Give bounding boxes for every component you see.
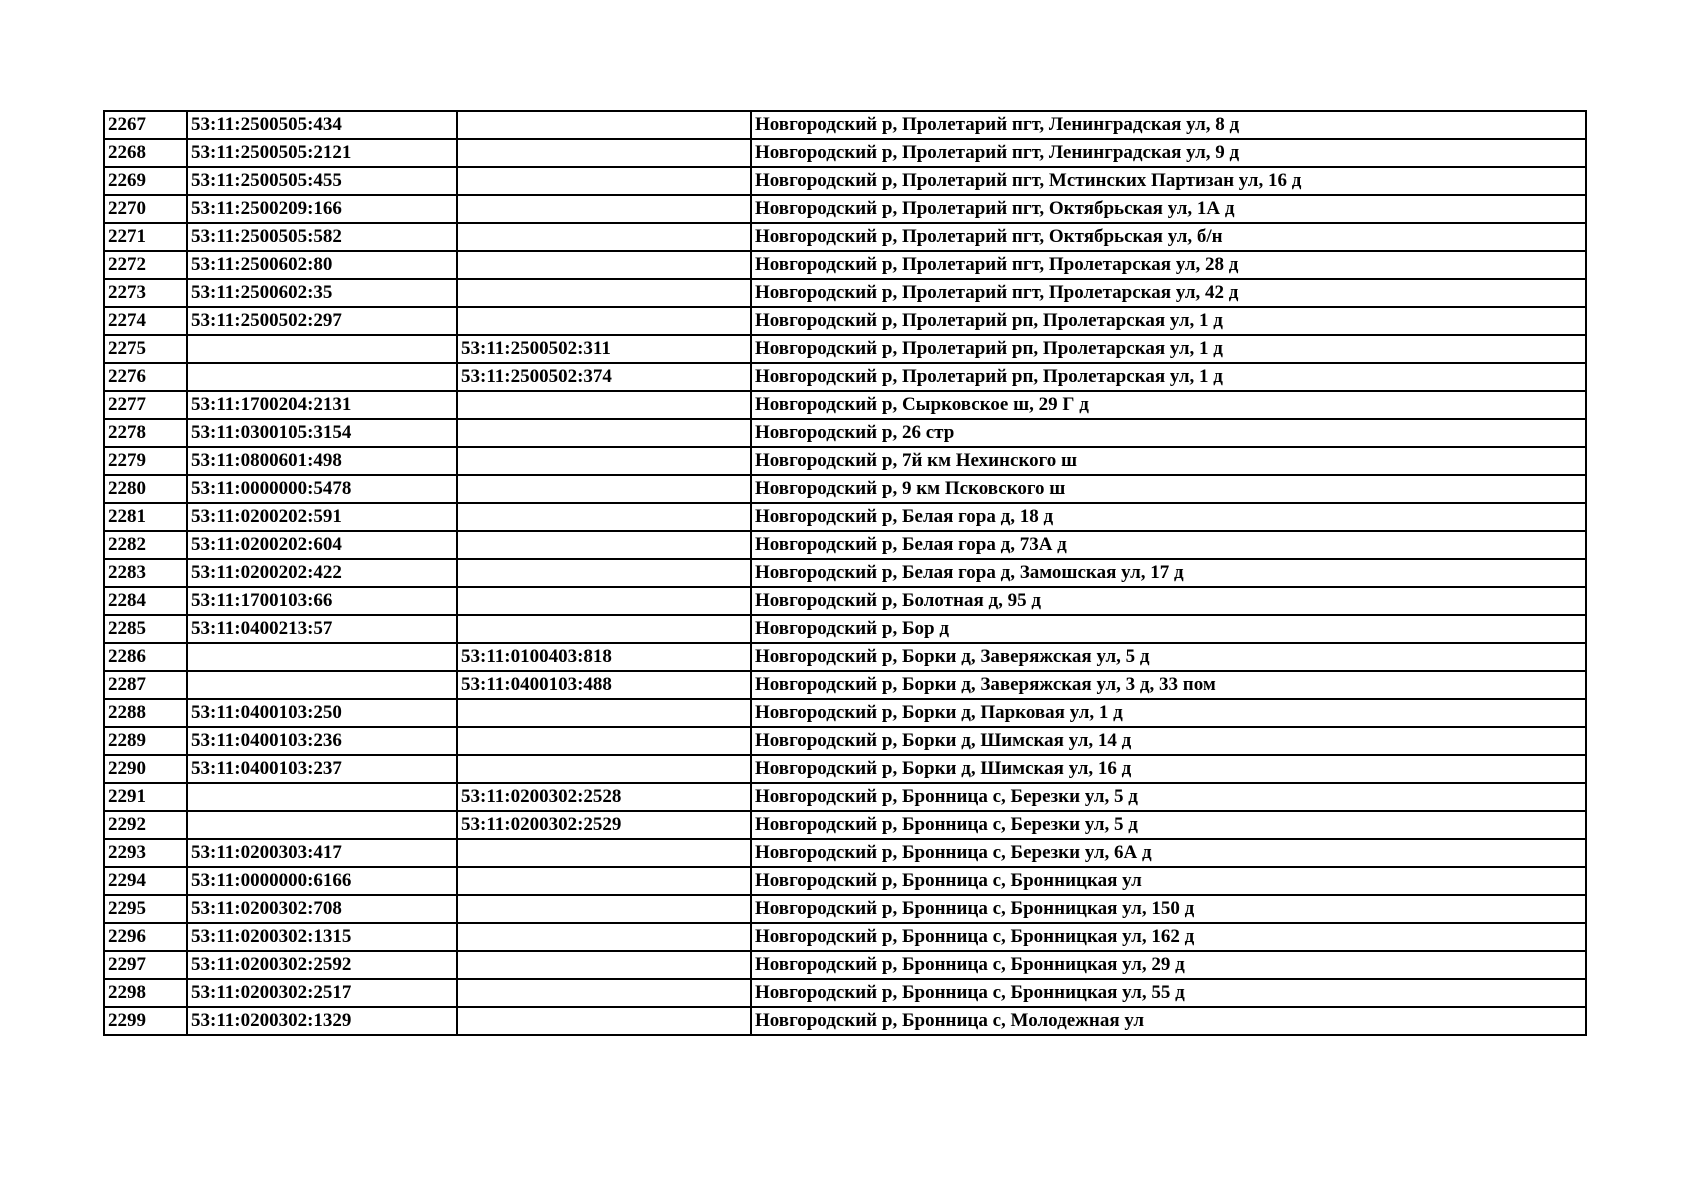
table-row: [104, 223, 1586, 251]
address-cell: Новгородский р, Пролетарий пгт, Ленинградская ул, 9 д: [751, 139, 1586, 167]
address-cell: Новгородский р, Пролетарий пгт, Октябрьская ул, б/н: [751, 223, 1586, 251]
row-number-cell: 2282: [104, 531, 187, 559]
cadastral-number-cell: 53:11:2500505:582: [187, 223, 457, 251]
table-row: [104, 979, 1586, 1007]
cadastral-number-cell: 53:11:0200302:708: [187, 895, 457, 923]
address-cell: Новгородский р, Пролетарий рп, Пролетарская ул, 1 д: [751, 335, 1586, 363]
cadastral-number-cell: 53:11:0200202:604: [187, 531, 457, 559]
cadastral-number-cell: 53:11:0400213:57: [187, 615, 457, 643]
table-row: [104, 783, 1586, 811]
table-row: [104, 251, 1586, 279]
table-row: [104, 895, 1586, 923]
premises-cadastral-number-cell: [457, 139, 751, 167]
address-cell: Новгородский р, Пролетарий рп, Пролетарская ул, 1 д: [751, 363, 1586, 391]
table-row: [104, 671, 1586, 699]
registry-table-body: [104, 111, 1586, 1035]
address-cell: Новгородский р, Сырковское ш, 29 Г д: [751, 391, 1586, 419]
table-row: [104, 475, 1586, 503]
row-number-cell: 2284: [104, 587, 187, 615]
table-row: [104, 167, 1586, 195]
cadastral-number-cell: 53:11:2500505:2121: [187, 139, 457, 167]
row-number-cell: 2289: [104, 727, 187, 755]
table-row: [104, 643, 1586, 671]
table-row: [104, 615, 1586, 643]
address-cell: Новгородский р, Борки д, Заверяжская ул, 5 д: [751, 643, 1586, 671]
address-cell: Новгородский р, Белая гора д, 18 д: [751, 503, 1586, 531]
premises-cadastral-number-cell: [457, 895, 751, 923]
premises-cadastral-number-cell: [457, 531, 751, 559]
cadastral-number-cell: 53:11:0400103:237: [187, 755, 457, 783]
address-cell: Новгородский р, Белая гора д, 73А д: [751, 531, 1586, 559]
address-cell: Новгородский р, 7й км Нехинского ш: [751, 447, 1586, 475]
address-cell: Новгородский р, Болотная д, 95 д: [751, 587, 1586, 615]
address-cell: Новгородский р, Борки д, Парковая ул, 1 д: [751, 699, 1586, 727]
premises-cadastral-number-cell: [457, 503, 751, 531]
table-row: [104, 727, 1586, 755]
address-cell: Новгородский р, Бронница с, Березки ул, 5 д: [751, 811, 1586, 839]
row-number-cell: 2294: [104, 867, 187, 895]
address-cell: Новгородский р, Бронница с, Бронницкая ул, 150 д: [751, 895, 1586, 923]
table-row: [104, 531, 1586, 559]
row-number-cell: 2273: [104, 279, 187, 307]
table-row: [104, 335, 1586, 363]
row-number-cell: 2281: [104, 503, 187, 531]
table-row: [104, 139, 1586, 167]
cadastral-number-cell: 53:11:2500209:166: [187, 195, 457, 223]
address-cell: Новгородский р, Борки д, Заверяжская ул, 3 д, 33 пом: [751, 671, 1586, 699]
cadastral-number-cell: 53:11:0200302:2592: [187, 951, 457, 979]
table-row: [104, 923, 1586, 951]
premises-cadastral-number-cell: 53:11:0200302:2528: [457, 783, 751, 811]
address-cell: Новгородский р, Бор д: [751, 615, 1586, 643]
cadastral-number-cell: 53:11:0200302:2517: [187, 979, 457, 1007]
row-number-cell: 2276: [104, 363, 187, 391]
cadastral-number-cell: 53:11:0200202:422: [187, 559, 457, 587]
address-cell: Новгородский р, Бронница с, Молодежная ул: [751, 1007, 1586, 1035]
premises-cadastral-number-cell: [457, 867, 751, 895]
row-number-cell: 2275: [104, 335, 187, 363]
cadastral-number-cell: 53:11:2500505:434: [187, 111, 457, 139]
table-row: [104, 839, 1586, 867]
premises-cadastral-number-cell: [457, 391, 751, 419]
address-cell: Новгородский р, Бронница с, Бронницкая ул, 29 д: [751, 951, 1586, 979]
cadastral-number-cell: 53:11:0200303:417: [187, 839, 457, 867]
cadastral-number-cell: [187, 783, 457, 811]
table-row: [104, 867, 1586, 895]
cadastral-number-cell: 53:11:2500602:35: [187, 279, 457, 307]
table-row: [104, 447, 1586, 475]
document-sheet: [103, 110, 1585, 1036]
registry-table: [103, 110, 1587, 1036]
cadastral-number-cell: 53:11:2500602:80: [187, 251, 457, 279]
cadastral-number-cell: 53:11:0800601:498: [187, 447, 457, 475]
premises-cadastral-number-cell: [457, 419, 751, 447]
row-number-cell: 2288: [104, 699, 187, 727]
table-row: [104, 363, 1586, 391]
cadastral-number-cell: 53:11:1700103:66: [187, 587, 457, 615]
row-number-cell: 2268: [104, 139, 187, 167]
address-cell: Новгородский р, Пролетарий пгт, Пролетарская ул, 42 д: [751, 279, 1586, 307]
premises-cadastral-number-cell: [457, 167, 751, 195]
row-number-cell: 2286: [104, 643, 187, 671]
premises-cadastral-number-cell: [457, 307, 751, 335]
premises-cadastral-number-cell: [457, 979, 751, 1007]
address-cell: Новгородский р, Бронница с, Бронницкая ул: [751, 867, 1586, 895]
cadastral-number-cell: 53:11:0200302:1315: [187, 923, 457, 951]
table-row: [104, 503, 1586, 531]
premises-cadastral-number-cell: [457, 699, 751, 727]
table-row: [104, 755, 1586, 783]
table-row: [104, 391, 1586, 419]
address-cell: Новгородский р, Пролетарий пгт, Октябрьская ул, 1А д: [751, 195, 1586, 223]
table-row: [104, 279, 1586, 307]
cadastral-number-cell: 53:11:1700204:2131: [187, 391, 457, 419]
cadastral-number-cell: 53:11:0400103:236: [187, 727, 457, 755]
address-cell: Новгородский р, Борки д, Шимская ул, 16 д: [751, 755, 1586, 783]
premises-cadastral-number-cell: [457, 615, 751, 643]
row-number-cell: 2291: [104, 783, 187, 811]
row-number-cell: 2277: [104, 391, 187, 419]
address-cell: Новгородский р, Борки д, Шимская ул, 14 д: [751, 727, 1586, 755]
table-row: [104, 559, 1586, 587]
row-number-cell: 2272: [104, 251, 187, 279]
cadastral-number-cell: [187, 671, 457, 699]
premises-cadastral-number-cell: 53:11:0100403:818: [457, 643, 751, 671]
table-row: [104, 951, 1586, 979]
cadastral-number-cell: [187, 643, 457, 671]
address-cell: Новгородский р, Пролетарий пгт, Пролетарская ул, 28 д: [751, 251, 1586, 279]
cadastral-number-cell: [187, 335, 457, 363]
premises-cadastral-number-cell: [457, 839, 751, 867]
row-number-cell: 2299: [104, 1007, 187, 1035]
table-row: [104, 811, 1586, 839]
premises-cadastral-number-cell: [457, 923, 751, 951]
table-row: [104, 307, 1586, 335]
address-cell: Новгородский р, 9 км Псковского ш: [751, 475, 1586, 503]
cadastral-number-cell: 53:11:2500502:297: [187, 307, 457, 335]
table-row: [104, 111, 1586, 139]
premises-cadastral-number-cell: 53:11:0200302:2529: [457, 811, 751, 839]
premises-cadastral-number-cell: [457, 195, 751, 223]
cadastral-number-cell: [187, 811, 457, 839]
row-number-cell: 2271: [104, 223, 187, 251]
premises-cadastral-number-cell: [457, 951, 751, 979]
row-number-cell: 2287: [104, 671, 187, 699]
row-number-cell: 2267: [104, 111, 187, 139]
address-cell: Новгородский р, Бронница с, Березки ул, 5 д: [751, 783, 1586, 811]
table-row: [104, 419, 1586, 447]
premises-cadastral-number-cell: [457, 559, 751, 587]
address-cell: Новгородский р, Бронница с, Бронницкая ул, 162 д: [751, 923, 1586, 951]
premises-cadastral-number-cell: [457, 727, 751, 755]
row-number-cell: 2296: [104, 923, 187, 951]
cadastral-number-cell: 53:11:2500505:455: [187, 167, 457, 195]
address-cell: Новгородский р, 26 стр: [751, 419, 1586, 447]
premises-cadastral-number-cell: [457, 587, 751, 615]
cadastral-number-cell: 53:11:0300105:3154: [187, 419, 457, 447]
row-number-cell: 2293: [104, 839, 187, 867]
address-cell: Новгородский р, Пролетарий рп, Пролетарская ул, 1 д: [751, 307, 1586, 335]
table-row: [104, 699, 1586, 727]
address-cell: Новгородский р, Бронница с, Бронницкая ул, 55 д: [751, 979, 1586, 1007]
row-number-cell: 2295: [104, 895, 187, 923]
row-number-cell: 2280: [104, 475, 187, 503]
row-number-cell: 2274: [104, 307, 187, 335]
premises-cadastral-number-cell: [457, 447, 751, 475]
cadastral-number-cell: 53:11:0000000:5478: [187, 475, 457, 503]
address-cell: Новгородский р, Белая гора д, Замошская ул, 17 д: [751, 559, 1586, 587]
premises-cadastral-number-cell: 53:11:2500502:311: [457, 335, 751, 363]
cadastral-number-cell: 53:11:0200302:1329: [187, 1007, 457, 1035]
table-row: [104, 1007, 1586, 1035]
row-number-cell: 2278: [104, 419, 187, 447]
premises-cadastral-number-cell: [457, 111, 751, 139]
row-number-cell: 2270: [104, 195, 187, 223]
row-number-cell: 2283: [104, 559, 187, 587]
row-number-cell: 2292: [104, 811, 187, 839]
row-number-cell: 2285: [104, 615, 187, 643]
premises-cadastral-number-cell: [457, 279, 751, 307]
address-cell: Новгородский р, Пролетарий пгт, Мстинских Партизан ул, 16 д: [751, 167, 1586, 195]
address-cell: Новгородский р, Бронница с, Березки ул, 6А д: [751, 839, 1586, 867]
premises-cadastral-number-cell: 53:11:2500502:374: [457, 363, 751, 391]
row-number-cell: 2298: [104, 979, 187, 1007]
cadastral-number-cell: 53:11:0200202:591: [187, 503, 457, 531]
premises-cadastral-number-cell: [457, 251, 751, 279]
premises-cadastral-number-cell: [457, 755, 751, 783]
row-number-cell: 2269: [104, 167, 187, 195]
cadastral-number-cell: 53:11:0000000:6166: [187, 867, 457, 895]
cadastral-number-cell: [187, 363, 457, 391]
premises-cadastral-number-cell: [457, 475, 751, 503]
cadastral-number-cell: 53:11:0400103:250: [187, 699, 457, 727]
address-cell: Новгородский р, Пролетарий пгт, Ленинградская ул, 8 д: [751, 111, 1586, 139]
premises-cadastral-number-cell: [457, 1007, 751, 1035]
row-number-cell: 2290: [104, 755, 187, 783]
row-number-cell: 2297: [104, 951, 187, 979]
premises-cadastral-number-cell: [457, 223, 751, 251]
table-row: [104, 587, 1586, 615]
premises-cadastral-number-cell: 53:11:0400103:488: [457, 671, 751, 699]
row-number-cell: 2279: [104, 447, 187, 475]
table-row: [104, 195, 1586, 223]
